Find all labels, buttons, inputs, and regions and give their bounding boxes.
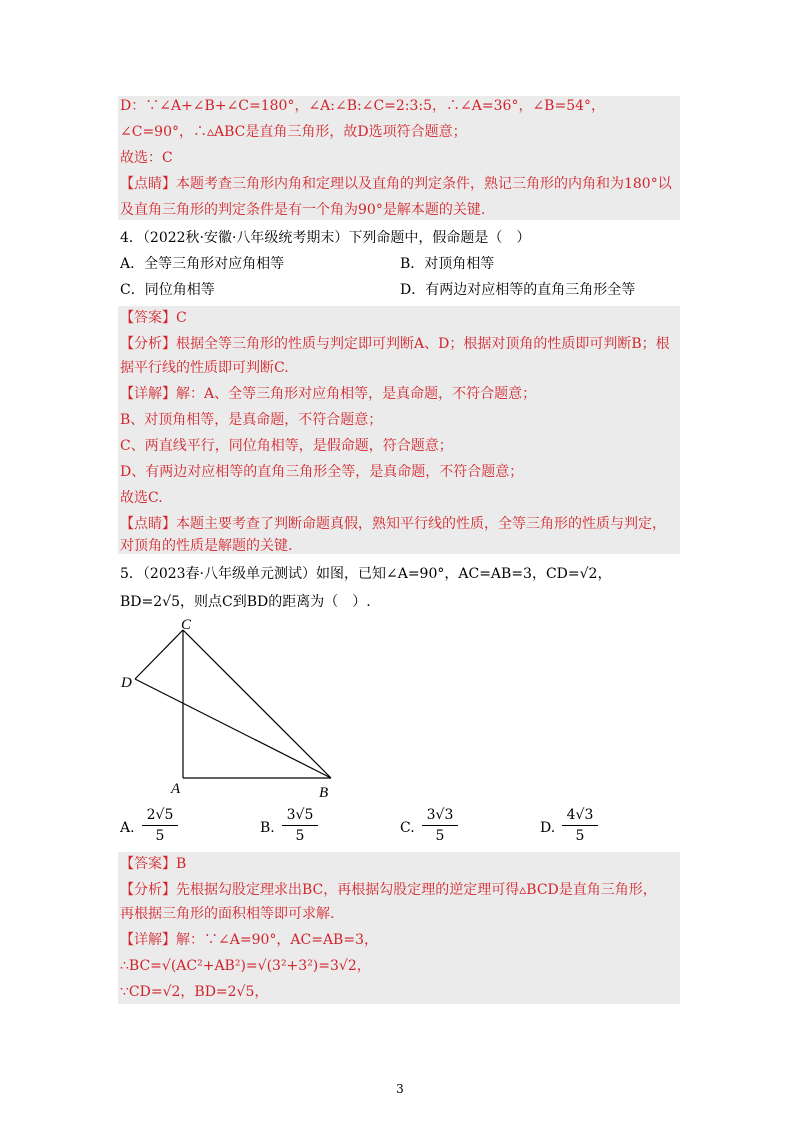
segment-cb	[183, 630, 331, 778]
q5-option-a-denominator: 5	[155, 828, 165, 844]
q5-option-a-label: A.	[120, 820, 135, 836]
q5-option-c-fraction	[422, 806, 458, 845]
q3-comment-line1: 【点睛】本题考查三角形内角和定理以及直角的判定条件，熟记三角形的内角和为180°以	[120, 176, 672, 192]
q3-comment-line2: 及直角三角形的判定条件是有一个角为90°是解本题的关键.	[120, 202, 486, 218]
q4-option-c: C．同位角相等	[120, 282, 215, 298]
q4-detail-line1: 【详解】解：A、全等三角形对应角相等，是真命题，不符合题意；	[120, 386, 537, 402]
q3-solution-line2: ∠C=90°，∴▵ABC是直角三角形，故D选项符合题意；	[120, 124, 467, 140]
q5-detail-line2: ∴BC=√(AC²+AB²)=√(3²+3²)=3√2，	[120, 958, 371, 974]
point-label-a: A	[171, 781, 181, 797]
segment-db	[135, 679, 331, 778]
point-label-d: D	[121, 675, 132, 691]
q5-option-a-numerator: 2√5	[142, 806, 178, 826]
q4-option-b: B．对顶角相等	[400, 256, 495, 272]
q5-triangle-figure	[115, 615, 355, 805]
q5-detail-line1: 【详解】解：∵∠A=90°，AC=AB=3，	[120, 932, 378, 948]
q5-detail-line3: ∵CD=√2，BD=2√5，	[120, 984, 269, 1000]
q5-analysis-line1: 【分析】先根据勾股定理求出BC，再根据勾股定理的逆定理可得▵BCD是直角三角形，	[120, 882, 657, 898]
q4-answer: 【答案】C	[120, 310, 187, 326]
q5-analysis-line2: 再根据三角形的面积相等即可求解.	[120, 906, 335, 922]
q5-option-b-fraction	[282, 806, 318, 845]
q5-option-b-label: B.	[260, 820, 275, 836]
q4-detail-line3: C、两直线平行，同位角相等，是假命题，符合题意；	[120, 438, 453, 454]
q3-choice-line: 故选：C	[120, 150, 173, 166]
q5-option-b-numerator: 3√5	[282, 806, 318, 826]
q4-detail-line2: B、对顶角相等，是真命题，不符合题意；	[120, 412, 383, 428]
q5-option-d-numerator: 4√3	[562, 806, 598, 826]
q5-option-a-fraction	[142, 806, 178, 845]
q3-solution-line1: D：∵∠A+∠B+∠C=180°，∠A:∠B:∠C=2:3:5，∴∠A=36°，∠B=54°，	[120, 98, 606, 114]
q5-option-d-fraction	[562, 806, 598, 845]
q4-comment-line1: 【点睛】本题主要考查了判断命题真假，熟知平行线的性质，全等三角形的性质与判定，	[120, 516, 666, 532]
q4-option-a: A．全等三角形对应角相等	[120, 256, 285, 272]
page-number: 3	[396, 1082, 404, 1096]
q5-option-d-denominator: 5	[575, 828, 585, 844]
segment-cd	[135, 630, 183, 679]
point-label-b: B	[319, 785, 329, 801]
q5-stem-line2: BD=2√5，则点C到BD的距离为（ ）.	[120, 594, 371, 610]
q4-comment-line2: 对顶角的性质是解题的关键.	[120, 538, 293, 554]
point-label-c: C	[181, 617, 192, 633]
q5-answer: 【答案】B	[120, 856, 187, 872]
q5-option-d-label: D.	[540, 820, 556, 836]
q5-option-c-label: C.	[400, 820, 415, 836]
q5-stem-line1: 5．（2023春·八年级单元测试）如图，已知∠A=90°，AC=AB=3，CD=√2，	[120, 566, 612, 582]
q4-option-d: D．有两边对应相等的直角三角形全等	[400, 282, 636, 298]
q5-option-c-numerator: 3√3	[422, 806, 458, 826]
q4-stem: 4．（2022秋·安徽·八年级统考期末）下列命题中，假命题是（ ）	[120, 230, 531, 246]
q5-option-b-denominator: 5	[295, 828, 305, 844]
q4-analysis-line1: 【分析】根据全等三角形的性质与判定即可判断A、D；根据对顶角的性质即可判断B；根	[120, 336, 670, 352]
q4-analysis-line2: 据平行线的性质即可判断C.	[120, 360, 289, 376]
q4-detail-line4: D、有两边对应相等的直角三角形全等，是真命题，不符合题意；	[120, 464, 524, 480]
q4-detail-line5: 故选C.	[120, 490, 163, 506]
q5-option-c-denominator: 5	[435, 828, 445, 844]
